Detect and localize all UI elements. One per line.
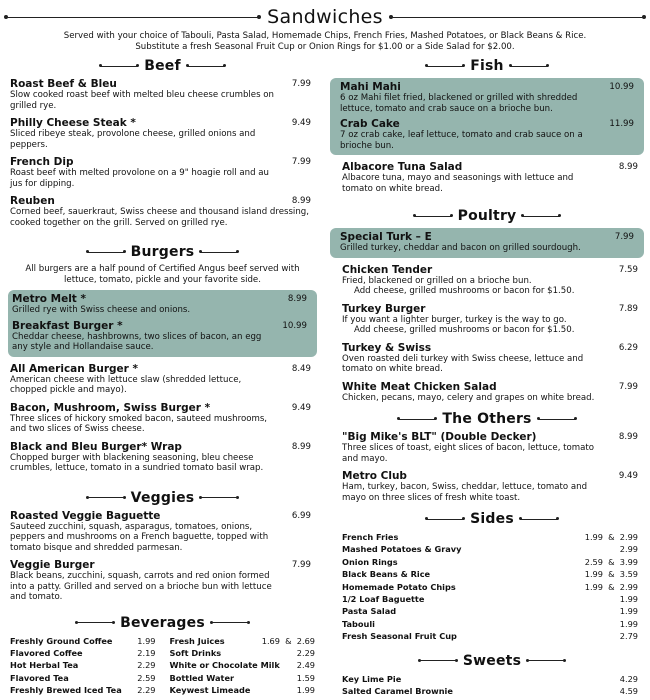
side-price: 2.99 [619, 544, 638, 555]
sweet-name: Key Lime Pie [342, 673, 402, 684]
heading-divider [100, 66, 138, 67]
section-heading [10, 242, 315, 262]
featured-highlight-box [8, 290, 317, 357]
side-price: 1.99 [619, 594, 638, 605]
side-row [342, 581, 642, 593]
section-title: Beverages [120, 614, 205, 631]
item-name: Albacore Tuna Salad [342, 161, 463, 173]
item-name: Special Turk – E [340, 231, 432, 243]
section-title: Burgers [130, 244, 195, 260]
item-description: Slow cooked roast beef with melted bleu cheese crumbles on grilled rye. [10, 90, 275, 111]
item-name: White Meat Chicken Salad [342, 380, 497, 393]
heading-divider [187, 66, 225, 67]
heading-divider [522, 216, 560, 217]
section-heading [332, 409, 642, 429]
beverages-column-left [10, 635, 156, 697]
beverage-price: 2.19 [137, 647, 156, 658]
intro-line: Substitute a fresh Seasonal Fruit Cup or Onion Rings for $1.00 or a Side Salad for $2.00. [135, 42, 515, 52]
beverage-row [170, 647, 316, 659]
item-description: If you want a lighter burger, turkey is the way to go. [342, 314, 567, 325]
section-fish [332, 56, 642, 194]
featured-highlight-box [330, 78, 644, 155]
menu-intro [0, 31, 650, 53]
sweet-row [342, 685, 642, 697]
side-price: 1.99 & 2.99 [584, 532, 638, 542]
side-name: French Fries [342, 532, 399, 542]
item-price: 10.99 [609, 82, 634, 92]
menu-item [10, 117, 315, 150]
item-price: 10.99 [282, 320, 307, 331]
sides-list [342, 531, 642, 643]
side-name: Fresh Seasonal Fruit Cup [342, 631, 457, 642]
section-note: All burgers are a half pound of Certified Angus beef served with lettuce, tomato, pickle and your favorite side. [25, 264, 300, 285]
menu-title-row [0, 4, 650, 30]
item-description: Chicken, pecans, mayo, celery and grapes on white bread. [342, 392, 595, 403]
menu-item [10, 78, 315, 111]
item-name: Turkey Burger [342, 302, 426, 315]
item-description: Ham, turkey, bacon, Swiss, cheddar, lettuce, tomato and mayo on three slices of fresh white toast. [342, 482, 588, 503]
beverage-price: 1.99 [137, 635, 156, 646]
menu-title: Sandwiches [267, 6, 383, 28]
title-divider-right [391, 17, 644, 18]
item-name: Reuben [10, 195, 55, 207]
beverage-name: Keywest Limeade [169, 685, 251, 696]
item-addon-note: Add cheese, grilled mushrooms or bacon for $1.50. [354, 325, 575, 335]
item-price: 6.99 [291, 510, 311, 521]
side-row [342, 618, 642, 630]
side-name: Black Beans & Rice [342, 569, 431, 580]
section-heading [332, 56, 642, 76]
heading-divider [520, 519, 558, 520]
side-price: 1.99 & 3.59 [584, 569, 638, 580]
beverage-name: Hot Herbal Tea [10, 660, 79, 671]
item-price: 8.99 [291, 441, 311, 452]
beverage-name: Flavored Coffee [10, 647, 83, 658]
sweet-name: Salted Caramel Brownie [342, 686, 453, 697]
item-price: 7.99 [614, 232, 634, 242]
item-price: 6.29 [618, 342, 638, 353]
menu-item [10, 195, 315, 228]
section-beverages [10, 613, 315, 697]
item-name: Philly Cheese Steak * [10, 117, 136, 129]
menu-item [340, 81, 638, 114]
beverage-price: 2.29 [137, 685, 156, 696]
item-price: 9.49 [291, 118, 311, 128]
heading-divider [527, 660, 565, 661]
heading-divider [211, 622, 249, 623]
side-name: Mashed Potatoes & Gravy [342, 544, 462, 555]
menu-item [340, 231, 638, 254]
item-price: 7.99 [291, 560, 311, 570]
side-name: 1/2 Loaf Baguette [342, 594, 425, 605]
heading-divider [87, 497, 125, 498]
menu-item [10, 402, 315, 435]
section-heading [10, 56, 315, 76]
beverage-row [170, 659, 316, 671]
beverage-price: 2.29 [137, 660, 156, 671]
menu-item [10, 559, 315, 603]
section-title: Sweets [462, 652, 522, 669]
item-description: Oven roasted deli turkey with Swiss cheese, lettuce and tomato on white bread. [342, 353, 584, 374]
heading-divider [538, 419, 576, 420]
title-divider-left [6, 17, 259, 18]
heading-divider [200, 252, 238, 253]
item-name: Crab Cake [340, 118, 400, 130]
section-beef [10, 56, 315, 228]
item-price: 11.99 [609, 119, 634, 129]
menu-item [10, 441, 315, 474]
item-description: Sliced ribeye steak, provolone cheese, grilled onions and peppers. [10, 129, 256, 150]
item-description: 7 oz crab cake, leaf lettuce, tomato and crab sauce on a brioche bun. [340, 130, 583, 151]
menu-item [340, 118, 638, 151]
menu-item [332, 381, 642, 404]
section-veggies [10, 488, 315, 603]
item-description: Roast beef with melted provolone on a 9" hoagie roll and au jus for dipping. [10, 168, 269, 189]
featured-highlight-box [330, 228, 644, 258]
item-name: Turkey & Swiss [342, 341, 432, 354]
beverage-price: 1.59 [296, 672, 315, 683]
side-name: Tabouli [342, 618, 375, 629]
item-name: "Big Mike's BLT" (Double Decker) [342, 431, 537, 443]
item-name: Breakfast Burger * [12, 319, 123, 332]
section-the-others [332, 409, 642, 503]
item-name: Black and Bleu Burger* Wrap [10, 440, 182, 453]
beverage-row [10, 659, 156, 671]
item-name: Metro Melt * [12, 293, 86, 305]
item-description: Grilled turkey, cheddar and bacon on grilled sourdough. [340, 243, 581, 253]
menu-item [332, 303, 642, 336]
item-name: Chicken Tender [342, 263, 433, 276]
item-description: Albacore tuna, mayo and seasonings with lettuce and tomato on white bread. [342, 173, 574, 194]
side-name: Homemade Potato Chips [342, 581, 456, 592]
side-price: 1.99 & 2.99 [584, 581, 638, 592]
item-price: 8.99 [618, 432, 638, 442]
item-price: 7.89 [618, 303, 638, 314]
beverage-row [10, 672, 156, 684]
side-price: 1.99 [619, 618, 638, 629]
beverage-name: Freshly Brewed Iced Tea [10, 685, 122, 696]
side-price: 2.79 [619, 631, 638, 642]
menu-item [12, 293, 311, 316]
item-price: 9.49 [618, 471, 638, 481]
heading-divider [414, 216, 452, 217]
beverage-price: 1.99 [296, 685, 315, 696]
beverage-row [170, 684, 316, 696]
left-column [10, 56, 315, 697]
heading-divider [510, 66, 548, 67]
heading-divider [200, 497, 238, 498]
section-title: Veggies [130, 489, 195, 506]
item-description: Three slices of toast, eight slices of bacon, lettuce, tomato and mayo. [342, 443, 595, 464]
item-price: 7.99 [291, 79, 311, 89]
beverage-row [10, 635, 156, 647]
menu-item [332, 342, 642, 375]
side-row [342, 593, 642, 605]
side-row [342, 556, 642, 568]
beverage-price: 1.69 & 2.69 [261, 635, 315, 646]
beverage-price: 2.49 [296, 660, 315, 671]
beverage-row [10, 647, 156, 659]
menu-item [332, 470, 642, 503]
beverage-name: Fresh Juices [169, 635, 225, 646]
section-title: Beef [144, 58, 181, 74]
section-title: The Others [442, 411, 532, 427]
side-price: 1.99 [619, 606, 638, 617]
item-name: Roasted Veggie Baguette [10, 509, 161, 522]
intro-line: Served with your choice of Tabouli, Pasta Salad, Homemade Chips, French Fries, Mashed Potatoes, or Black Beans & Rice. [63, 31, 587, 41]
section-heading [10, 613, 315, 633]
item-addon-note: Add cheese, grilled mushrooms or bacon for $1.50. [354, 286, 575, 296]
item-description: Cheddar cheese, hashbrowns, two slices of bacon, an egg any style and Hollandaise sauce. [12, 331, 262, 352]
heading-divider [398, 419, 436, 420]
section-sides [332, 509, 642, 643]
menu-item [10, 363, 315, 396]
item-name: Veggie Burger [10, 559, 95, 571]
beverage-row [170, 635, 316, 647]
item-description: Chopped burger with blackening seasoning, bleu cheese crumbles, lettuce, tomato in a sundried tomato basil wrap. [10, 452, 264, 473]
heading-divider [426, 66, 464, 67]
item-description: 6 oz Mahi filet fried, blackened or grilled with shredded lettuce, tomato and crab sauce on a brioche bun. [340, 93, 578, 114]
item-price: 8.49 [291, 363, 311, 374]
heading-divider [87, 252, 125, 253]
menu-item [10, 156, 315, 189]
beverage-name: White or Chocolate Milk [169, 660, 280, 671]
item-price: 8.99 [618, 162, 638, 172]
item-name: Bacon, Mushroom, Swiss Burger * [10, 401, 211, 414]
menu-item [10, 510, 315, 554]
section-heading [10, 488, 315, 508]
section-sweets [332, 651, 642, 698]
item-price: 7.99 [618, 381, 638, 392]
item-price: 7.99 [291, 157, 311, 167]
side-row [342, 568, 642, 580]
menu-item [332, 431, 642, 464]
beverage-row [10, 684, 156, 696]
heading-divider [419, 660, 457, 661]
beverage-price: 2.59 [137, 672, 156, 683]
side-row [342, 630, 642, 642]
item-name: Metro Club [342, 470, 407, 482]
beverage-row [170, 672, 316, 684]
menu-item [12, 320, 311, 353]
item-description: Sauteed zucchini, squash, asparagus, tomatoes, onions, peppers and mushrooms on a French baguette, topped with tomato bisque and shredded parmesan. [10, 521, 269, 553]
side-row [342, 605, 642, 617]
beverages-list [10, 635, 315, 697]
section-heading [342, 509, 642, 529]
section-title: Sides [470, 511, 514, 527]
item-name: All American Burger * [10, 362, 139, 375]
menu-item [332, 264, 642, 297]
beverage-price: 2.29 [296, 647, 315, 658]
item-description: Corned beef, sauerkraut, Swiss cheese and thousand island dressing, cooked together on the grill. Served on grilled rye. [10, 207, 309, 228]
sweet-price: 4.59 [619, 686, 638, 697]
sweets-list [342, 673, 642, 698]
item-description: American cheese with lettuce slaw (shredded lettuce, chopped pickle and mayo). [10, 374, 242, 395]
item-price: 8.99 [291, 196, 311, 206]
side-name: Pasta Salad [342, 606, 397, 617]
item-description: Black beans, zucchini, squash, carrots and red onion formed into a patty. Grilled and served on a brioche bun with lettuce and tomato. [10, 571, 272, 602]
section-burgers [10, 242, 315, 474]
menu-item [332, 161, 642, 194]
section-title: Poultry [457, 208, 517, 224]
side-price: 2.59 & 3.99 [584, 556, 638, 567]
section-heading [342, 651, 642, 671]
item-description: Fried, blackened or grilled on a brioche bun. [342, 275, 532, 286]
beverages-column-right [170, 635, 316, 697]
item-price: 8.99 [287, 294, 307, 304]
item-description: Grilled rye with Swiss cheese and onions. [12, 305, 191, 315]
section-heading [332, 206, 642, 226]
side-row [342, 531, 642, 543]
item-name: Mahi Mahi [340, 81, 401, 93]
beverage-name: Bottled Water [169, 672, 235, 683]
heading-divider [76, 622, 114, 623]
item-name: Roast Beef & Bleu [10, 78, 117, 90]
beverage-name: Soft Drinks [169, 647, 222, 658]
sweet-price: 4.29 [619, 673, 638, 684]
right-column [332, 56, 642, 697]
beverage-name: Freshly Ground Coffee [10, 635, 113, 646]
sweet-row [342, 673, 642, 685]
section-title: Fish [470, 58, 504, 74]
side-row [342, 543, 642, 555]
heading-divider [426, 519, 464, 520]
beverage-name: Flavored Tea [10, 672, 69, 683]
item-price: 7.59 [618, 264, 638, 275]
item-name: French Dip [10, 156, 74, 168]
section-poultry [332, 206, 642, 403]
item-price: 9.49 [291, 402, 311, 413]
item-description: Three slices of hickory smoked bacon, sauteed mushrooms, and two slices of Swiss cheese. [10, 413, 268, 434]
side-name: Onion Rings [342, 556, 398, 567]
